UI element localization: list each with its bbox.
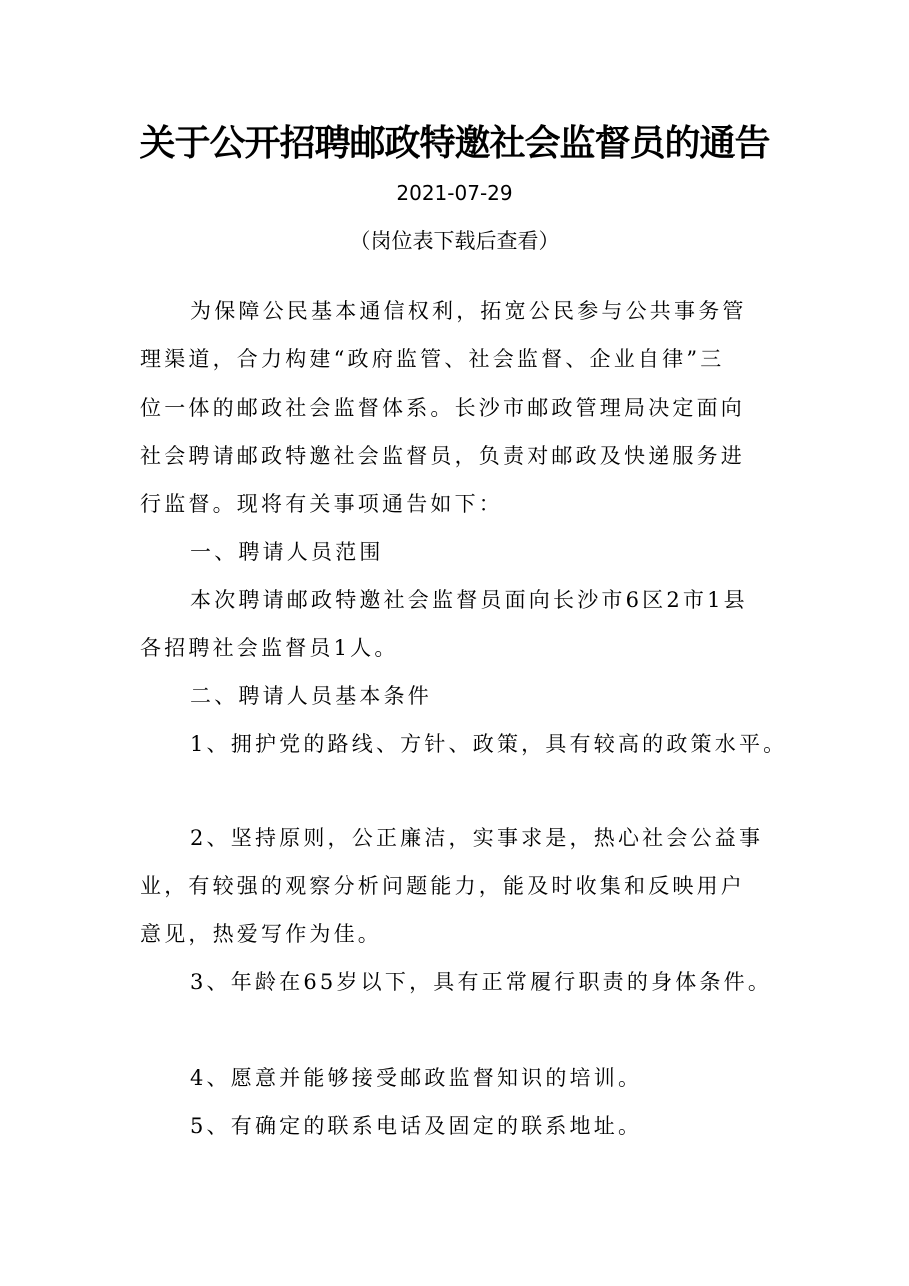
document-title: 关于公开招聘邮政特邀社会监督员的通告: [139, 122, 770, 164]
paragraph-line: 社会聘请邮政特邀社会监督员，负责对邮政及快递服务进: [140, 444, 745, 468]
list-item: 4、愿意并能够接受邮政监督知识的培训。: [190, 1066, 643, 1090]
list-item: 3、年龄在65岁以下，具有正常履行职责的身体条件。: [190, 970, 773, 994]
document-date: 2021-07-29: [396, 181, 513, 205]
paragraph-line: 各招聘社会监督员1人。: [140, 636, 399, 660]
paragraph-line: 行监督。现将有关事项通告如下：: [140, 492, 503, 516]
paragraph-line: 位一体的邮政社会监督体系。长沙市邮政管理局决定面向: [140, 396, 745, 420]
paragraph-line: 本次聘请邮政特邀社会监督员面向长沙市6区2市1县: [190, 588, 748, 612]
paragraph-line: 业，有较强的观察分析问题能力，能及时收集和反映用户: [140, 874, 745, 898]
list-item: 2、坚持原则，公正廉洁，实事求是，热心社会公益事: [190, 826, 764, 850]
paragraph-line: 为保障公民基本通信权利，拓宽公民参与公共事务管: [190, 299, 747, 323]
section-heading: 二、聘请人员基本条件: [190, 684, 432, 708]
paragraph-line: 理渠道，合力构建“政府监管、社会监督、企业自律”三: [140, 347, 725, 371]
list-item: 1、拥护党的路线、方针、政策，具有较高的政策水平。: [190, 732, 788, 756]
document-note: （岗位表下载后查看）: [349, 229, 560, 253]
section-heading: 一、聘请人员范围: [190, 540, 384, 564]
paragraph-line: 意见，热爱写作为佳。: [140, 922, 382, 946]
list-item: 5、有确定的联系电话及固定的联系地址。: [190, 1114, 643, 1138]
